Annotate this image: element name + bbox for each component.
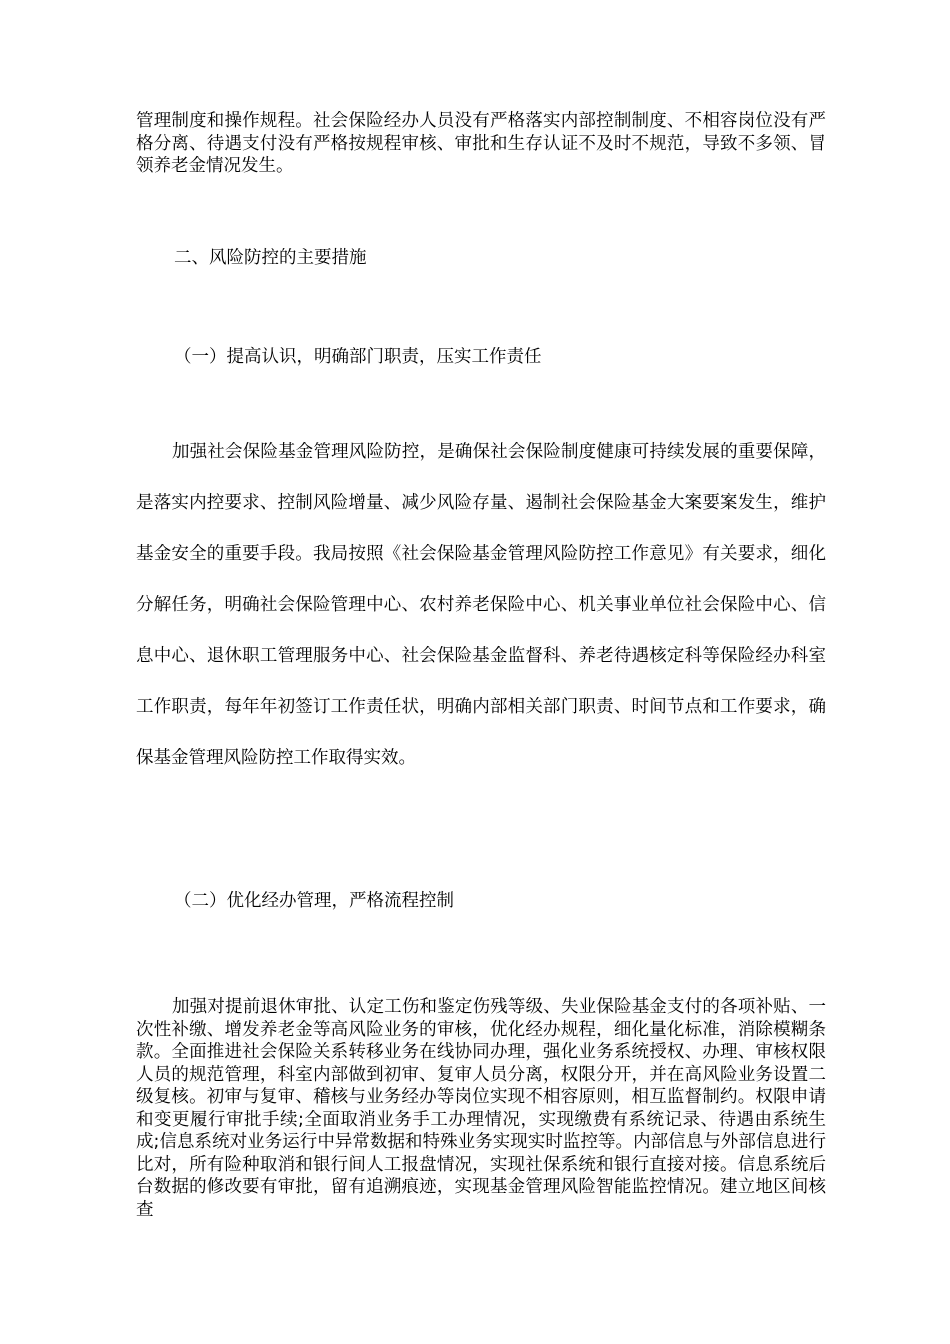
body-paragraph-2: 加强对提前退休审批、认定工伤和鉴定伤残等级、失业保险基金支付的各项补贴、一次性补缴、增发养老金等高风险业务的审核，优化经办规程，细化量化标准，消除模糊条款。全面推进社会保险关系转移业务在线协同办理，强化业务系统授权、办理、审核权限人员的规范管理，科室内部做到初审、复审人员分离，权限分开，并在高风险业务设置二级复核。初审与复审、稽核与业务经办等岗位实现不相容原则，相互监督制约。权限申请和变更履行审批手续;全面取消业务手工办理情况，实现缴费有系统记录、待遇由系统生成;信息系统对业务运行中异常数据和特殊业务实现实时监控等。内部信息与外部信息进行比对，所有险种取消和银行间人工报盘情况，实现社保系统和银行直接对接。信息系统后台数据的修改要有审批，留有追溯痕迹，实现基金管理风险智能监控情况。建立地区间核查 [136, 997, 826, 1220]
subsection-heading-1: （一）提高认识，明确部门职责，压实工作责任 [174, 347, 542, 367]
body-paragraph-1: 加强社会保险基金管理风险防控，是确保社会保险制度健康可持续发展的重要保障，是落实内控要求、控制风险增量、减少风险存量、遏制社会保险基金大案要案发生，维护基金安全的重要手段。我局按照《社会保险基金管理风险防控工作意见》有关要求，细化分解任务，明确社会保险管理中心、农村养老保险中心、机关事业单位社会保险中心、信息中心、退休职工管理服务中心、社会保险基金监督科、养老待遇核定科等保险经办科室工作职责，每年年初签订工作责任状，明确内部相关部门职责、时间节点和工作要求，确保基金管理风险防控工作取得实效。 [136, 442, 826, 768]
section-heading: 二、风险防控的主要措施 [174, 248, 367, 268]
continued-paragraph: 管理制度和操作规程。社会保险经办人员没有严格落实内部控制制度、不相容岗位没有严格分离、待遇支付没有严格按规程审核、审批和生存认证不及时不规范，导致不多领、冒领养老金情况发生。 [136, 111, 826, 176]
subsection-heading-2: （二）优化经办管理，严格流程控制 [174, 891, 454, 911]
